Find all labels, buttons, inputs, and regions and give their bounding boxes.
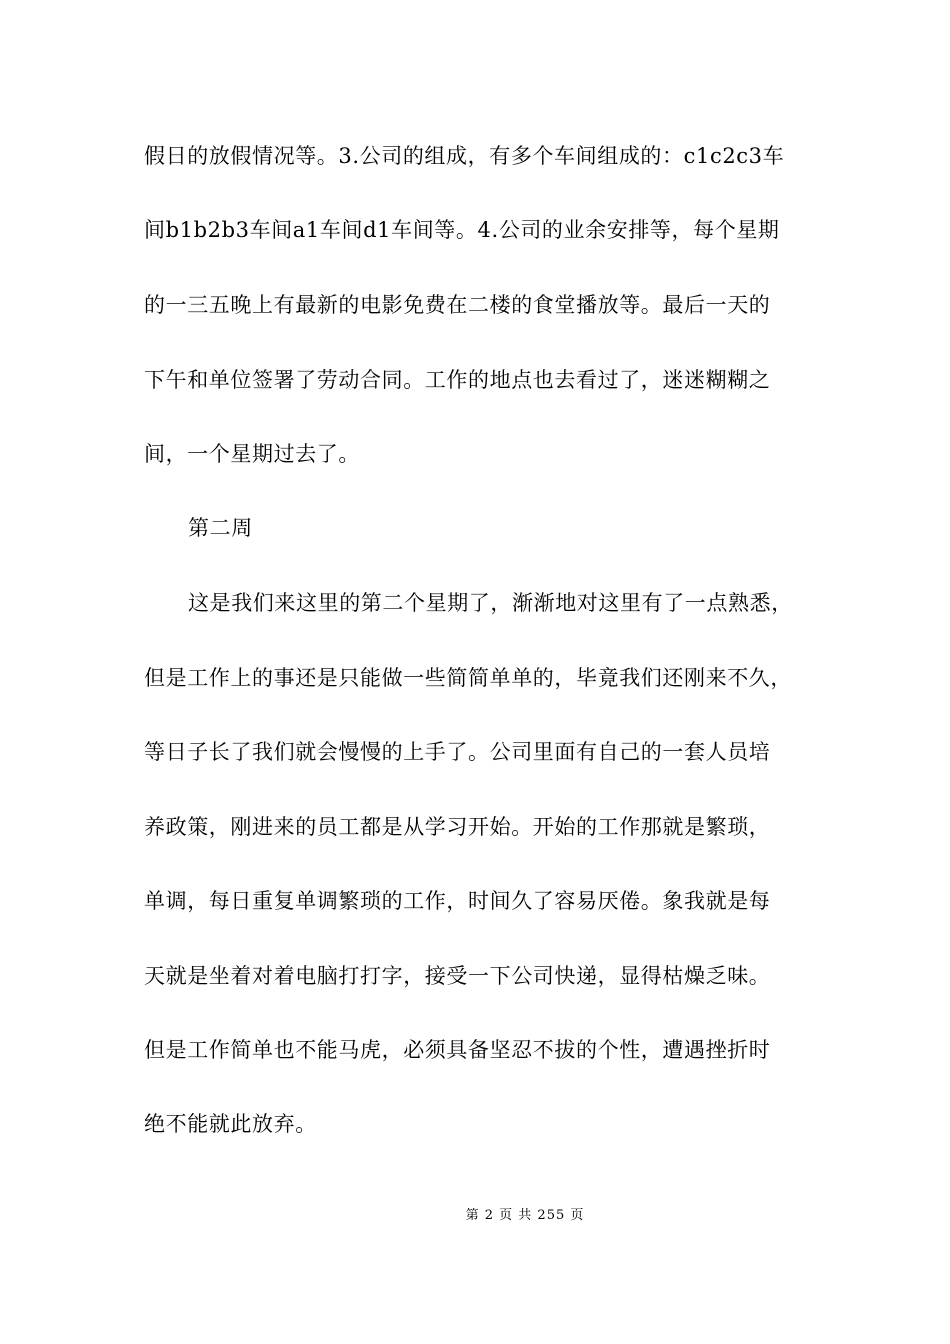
page-footer — [0, 1207, 950, 1225]
paragraph-line: 等日子长了我们就会慢慢的上手了。公司里面有自己的一套人员培 — [144, 740, 771, 764]
paragraph-line: 间b1b2b3车间a1车间d1车间等。4.公司的业余安排等，每个星期 — [144, 218, 780, 242]
paragraph-line: 间，一个星期过去了。 — [144, 442, 360, 466]
paragraph-line: 的一三五晚上有最新的电影免费在二楼的食堂播放等。最后一天的 — [144, 293, 771, 317]
paragraph-line: 但是工作上的事还是只能做一些简简单单的，毕竟我们还刚来不久， — [144, 666, 792, 690]
page-number: 第 2 页 共 255 页 — [465, 1208, 585, 1223]
paragraph-line: 假日的放假情况等。3.公司的组成，有多个车间组成的：c1c2c3车 — [144, 144, 785, 168]
paragraph-line: 养政策，刚进来的员工都是从学习开始。开始的工作那就是繁琐， — [144, 815, 771, 839]
paragraph-line: 这是我们来这里的第二个星期了，渐渐地对这里有了一点熟悉， — [188, 591, 793, 615]
paragraph-line: 单调，每日重复单调繁琐的工作，时间久了容易厌倦。象我就是每 — [144, 889, 771, 913]
paragraph-line: 天就是坐着对着电脑打打字，接受一下公司快递，显得枯燥乏味。 — [144, 964, 771, 988]
paragraph-line: 绝不能就此放弃。 — [144, 1112, 317, 1136]
section-heading: 第二周 — [188, 516, 253, 540]
paragraph-line: 但是工作简单也不能马虎，必须具备坚忍不拔的个性，遭遇挫折时 — [144, 1038, 771, 1062]
paragraph-line: 下午和单位签署了劳动合同。工作的地点也去看过了，迷迷糊糊之 — [144, 368, 771, 392]
